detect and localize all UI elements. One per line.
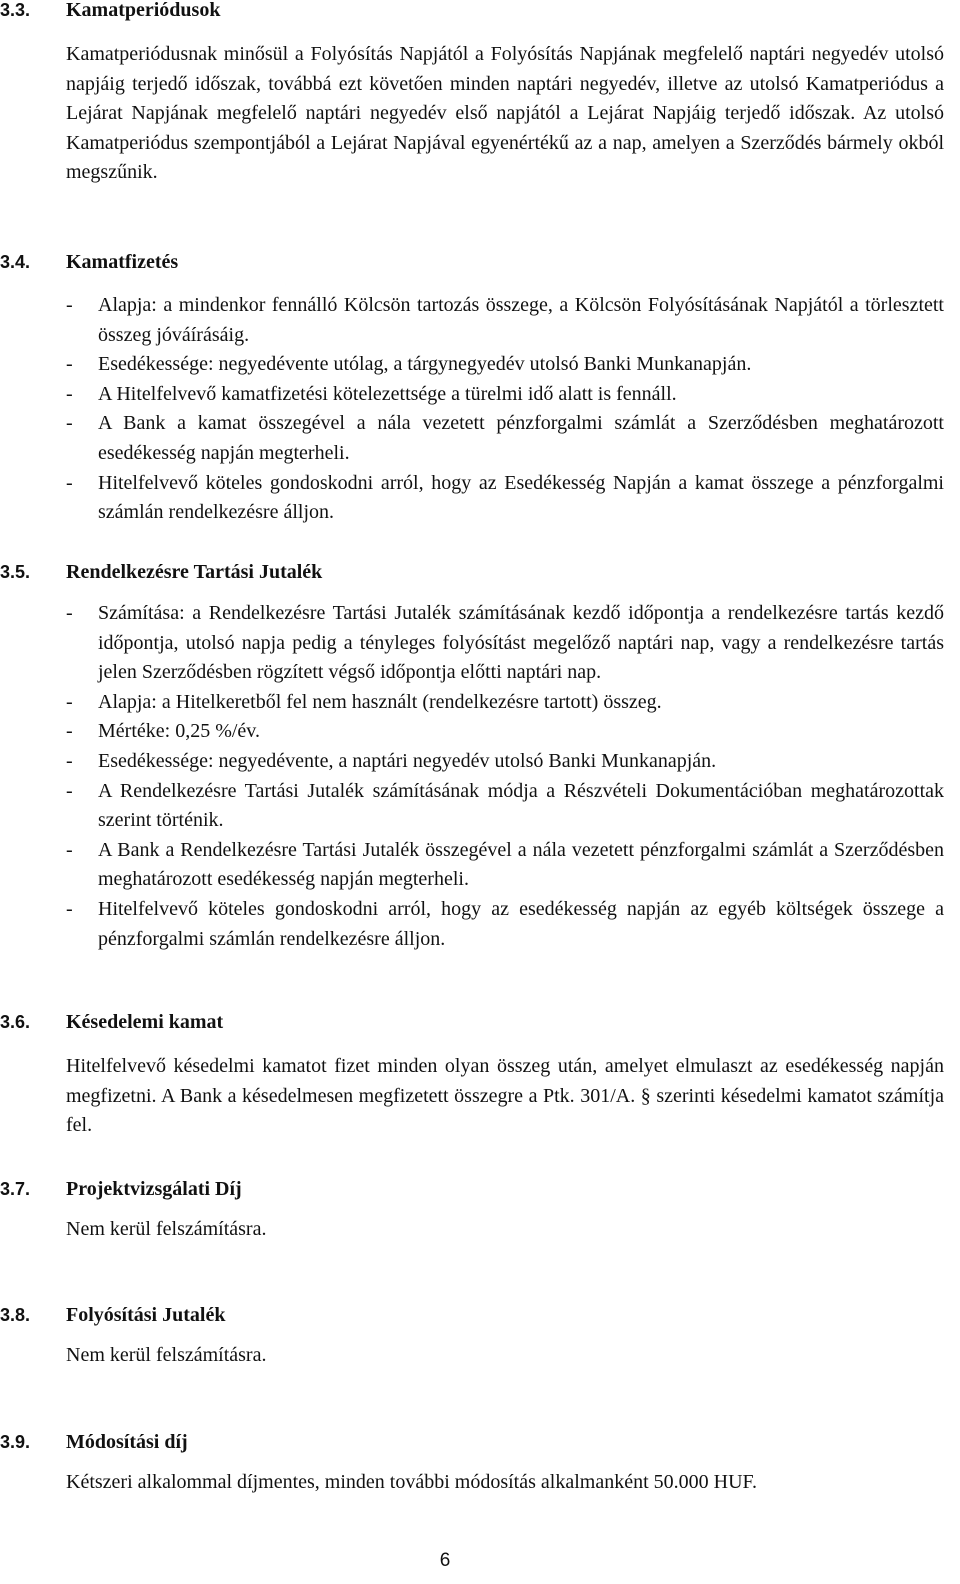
section-title: Kamatfizetés	[66, 251, 179, 273]
section-heading	[0, 1301, 960, 1331]
section-3-7	[0, 1175, 960, 1240]
section-number: 3.3.	[0, 0, 31, 20]
section-number: 3.5.	[0, 562, 31, 582]
section-3-4	[0, 248, 960, 524]
section-3-9	[0, 1428, 960, 1493]
section-3-3	[0, 0, 960, 184]
list-item: - A Hitelfelvevő kamatfizetési kötelezettsége a türelmi idő alatt is fennáll.	[66, 380, 944, 410]
list-item: - Alapja: a Hitelkeretből fel nem használt (rendelkezésre tartott) összeg.	[66, 688, 944, 718]
list-item: - A Bank a kamat összegével a nála vezetett pénzforgalmi számlát a Szerződésben meghatározott esedékesség napján megterheli.	[66, 409, 944, 468]
list-item: - A Rendelkezésre Tartási Jutalék számításának módja a Részvételi Dokumentációban meghatározottak szerint történik.	[66, 777, 944, 836]
section-title: Projektvizsgálati Díj	[66, 1178, 242, 1200]
section-number: 3.6.	[0, 1012, 31, 1032]
section-number: 3.9.	[0, 1432, 31, 1452]
section-paragraph: Nem kerül felszámításra.	[66, 1218, 267, 1240]
section-3-8	[0, 1301, 960, 1366]
section-heading	[0, 0, 960, 26]
section-title: Rendelkezésre Tartási Jutalék	[66, 561, 323, 583]
section-title: Kamatperiódusok	[66, 0, 221, 21]
section-title: Módosítási díj	[66, 1431, 188, 1453]
list-item: - Mértéke: 0,25 %/év.	[66, 717, 944, 747]
section-heading	[0, 1175, 960, 1205]
bullet-list	[66, 599, 944, 954]
page-number: 6	[439, 1550, 451, 1571]
list-item: - Alapja: a mindenkor fennálló Kölcsön tartozás összege, a Kölcsön Folyósításának Napjától a törlesztett összeg jóváírásáig.	[66, 291, 944, 350]
section-heading	[0, 248, 960, 278]
section-number: 3.7.	[0, 1179, 31, 1199]
section-title: Folyósítási Jutalék	[66, 1304, 226, 1326]
list-item: - Esedékessége: negyedévente, a naptári negyedév utolsó Banki Munkanapján.	[66, 747, 944, 777]
section-paragraph: Kamatperiódusnak minősül a Folyósítás Napjától a Folyósítás Napjának megfelelő naptári negyedév utolsó napjáig terjedő időszak, továbbá ezt követően minden naptári negyedév, illetve az utolsó Kamatperiódus a Lejárat Napjának megfelelő naptári negyedév első napjától a Lejárat Napjáig terjedő időszak. Az utolsó Kamatperiódus szempontjából a Lejárat Napjával egyenértékű az a nap, amelyen a Szerződés bármely okból megszűnik.	[66, 43, 944, 184]
section-heading	[0, 558, 960, 588]
section-heading	[0, 1008, 960, 1038]
list-item: - Számítása: a Rendelkezésre Tartási Jutalék számításának kezdő időpontja a rendelkezésre tartás kezdő időpontja, utolsó napja pedig a tényleges folyósítást megelőző naptári nap, vagy a rendelkezésre tartás jelen Szerződésben rögzített végső időpontja előtti naptári nap.	[66, 599, 944, 688]
section-paragraph: Kétszeri alkalommal díjmentes, minden további módosítás alkalmanként 50.000 HUF.	[66, 1471, 758, 1493]
section-number: 3.8.	[0, 1305, 31, 1325]
bullet-list	[66, 291, 944, 528]
section-number: 3.4.	[0, 252, 31, 272]
section-3-5	[0, 558, 960, 950]
section-heading	[0, 1428, 960, 1458]
list-item: - A Bank a Rendelkezésre Tartási Jutalék összegével a nála vezetett pénzforgalmi számlát a Szerződésben meghatározott esedékesség napján megterheli.	[66, 836, 944, 895]
section-3-6	[0, 1008, 960, 1137]
section-paragraph: Hitelfelvevő késedelmi kamatot fizet minden olyan összeg után, amelyet elmulaszt az esedékesség napján megfizetni. A Bank a késedelmesen megfizetett összegre a Ptk. 301/A. § szerinti késedelmi kamatot számítja fel.	[66, 1055, 944, 1137]
section-title: Késedelemi kamat	[66, 1011, 224, 1033]
section-paragraph: Nem kerül felszámításra.	[66, 1344, 267, 1366]
list-item: - Esedékessége: negyedévente utólag, a tárgynegyedév utolsó Banki Munkanapján.	[66, 350, 944, 380]
list-item: - Hitelfelvevő köteles gondoskodni arról, hogy az Esedékesség Napján a kamat összege a pénzforgalmi számlán rendelkezésre álljon.	[66, 469, 944, 528]
list-item: - Hitelfelvevő köteles gondoskodni arról, hogy az esedékesség napján az egyéb költségek összege a pénzforgalmi számlán rendelkezésre álljon.	[66, 895, 944, 954]
